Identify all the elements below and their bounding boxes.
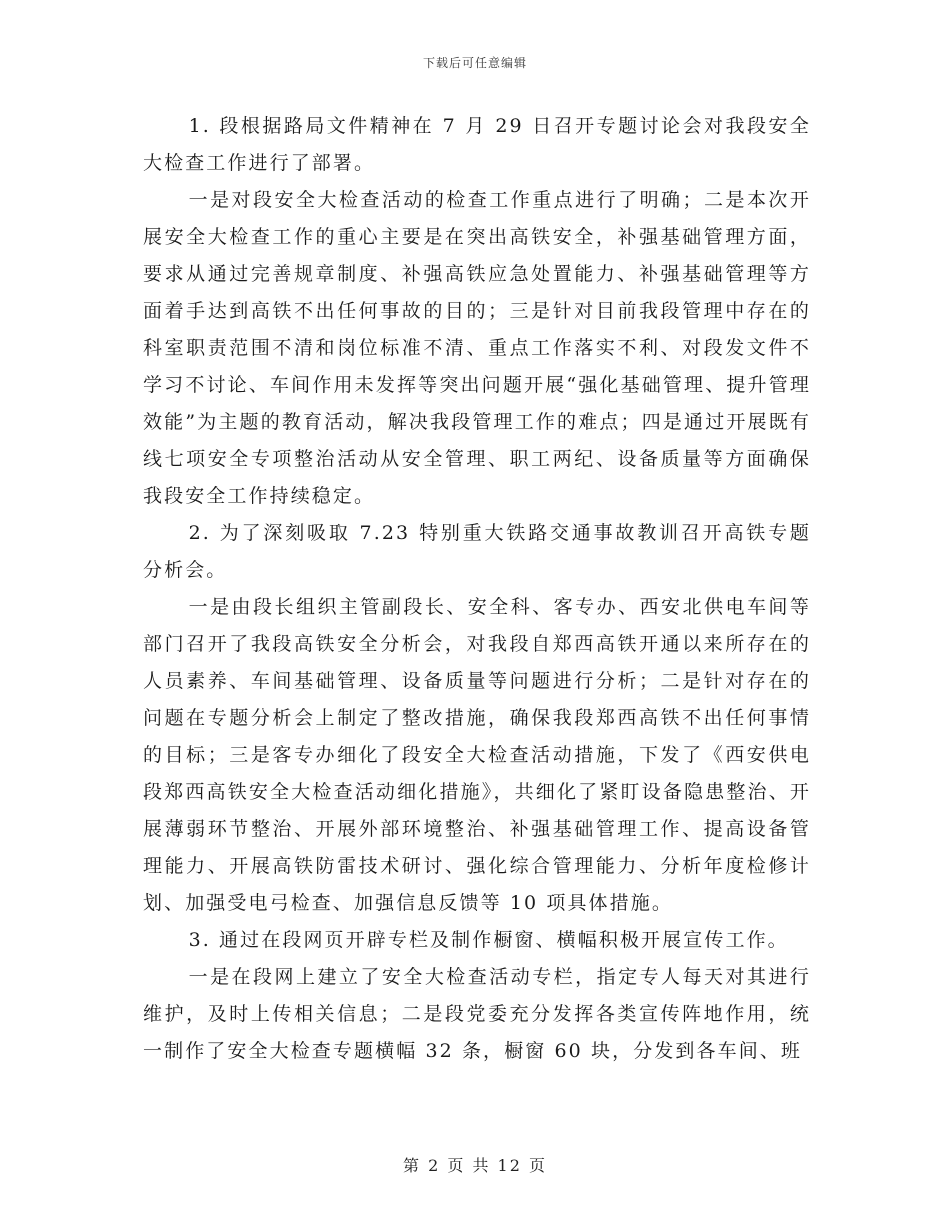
- section-2-body: 一是由段长组织主管副段长、安全科、客专办、西安北供电车间等部门召开了我段高铁安全分析会，对我段自郑西高铁开通以来所存在的人员素养、车间基础管理、设备质量等问题进行分析；二是针对存在的问题在专题分析会上制定了整改措施，确保我段郑西高铁不出任何事情的目标；三是客专办细化了段安全大检查活动措施，下发了《西安供电段郑西高铁安全大检查活动细化措施》，共细化了紧盯设备隐患整治、开展薄弱环节整治、开展外部环境整治、补强基础管理工作、提高设备管理能力、开展高铁防雷技术研讨、强化综合管理能力、分析年度检修计划、加强受电弓检查、加强信息反馈等 10 项具体措施。: [143, 596, 811, 914]
- page-number-footer: 第 2 页 共 12 页: [403, 1156, 547, 1175]
- section-3-body: 一是在段网上建立了安全大检查活动专栏，指定专人每天对其进行维护，及时上传相关信息；二是段党委充分发挥各类宣传阵地作用，统一制作了安全大检查专题横幅 32 条，橱窗 60 块，分发到各车间、班: [143, 966, 811, 1062]
- section-3-heading: 3. 通过在段网页开辟专栏及制作橱窗、横幅积极开展宣传工作。: [188, 929, 789, 951]
- section-2-heading: 2. 为了深刻吸取 7.23 特别重大铁路交通事故教训召开高铁专题分析会。: [143, 522, 811, 581]
- document-body: [143, 108, 811, 1070]
- page-header-note: 下载后可任意编辑: [422, 56, 527, 70]
- section-1-body: 一是对段安全大检查活动的检查工作重点进行了明确；二是本次开展安全大检查工作的重心主要是在突出高铁安全，补强基础管理方面，要求从通过完善规章制度、补强高铁应急处置能力、补强基础管理等方面着手达到高铁不出任何事故的目的；三是针对目前我段管理中存在的科室职责范围不清和岗位标准不清、重点工作落实不利、对段发文件不学习不讨论、车间作用未发挥等突出问题开展“强化基础管理、提升管理效能”为主题的教育活动，解决我段管理工作的难点；四是通过开展既有线七项安全专项整治活动从安全管理、职工两纪、设备质量等方面确保我段安全工作持续稳定。: [143, 189, 811, 507]
- section-1-heading: 1. 段根据路局文件精神在 7 月 29 日召开专题讨论会对我段安全大检查工作进行了部署。: [143, 115, 811, 174]
